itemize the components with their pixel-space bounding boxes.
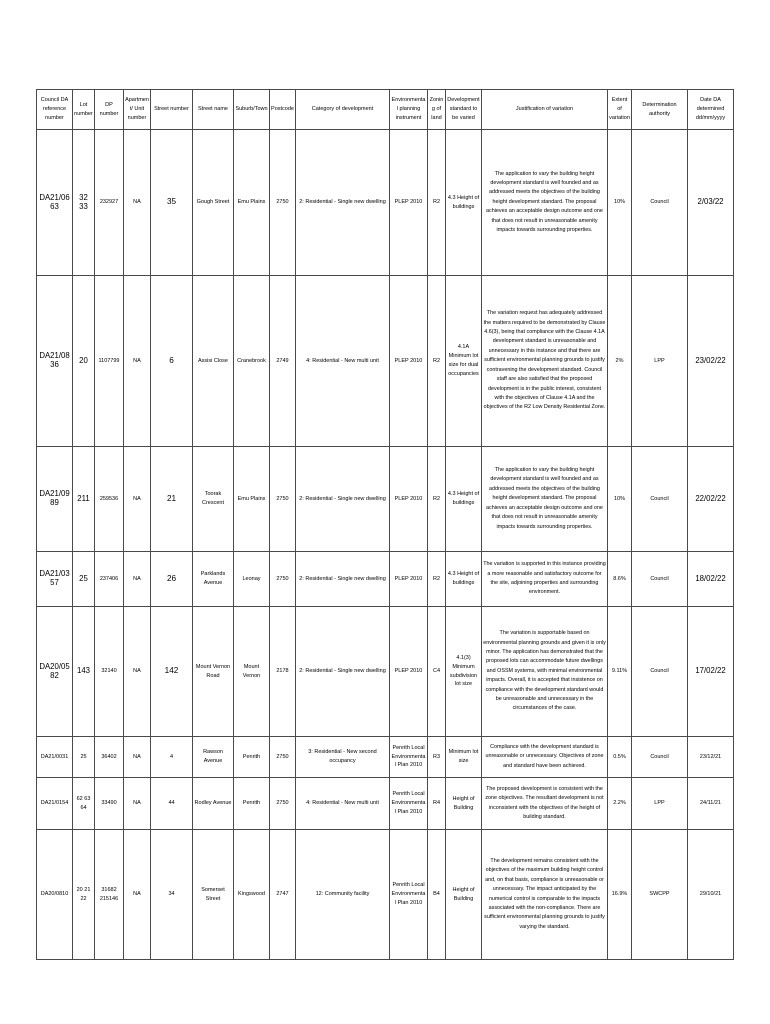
development-standard-cell: 4.3 Height of buildings <box>446 552 482 607</box>
da-reference-cell: DA21/0836 <box>37 276 73 447</box>
unit-cell: NA <box>124 552 151 607</box>
street-name-cell: Rodley Avenue <box>193 778 234 830</box>
street-name-cell: Gough Street <box>193 130 234 276</box>
lot-cell: 143 <box>73 607 95 737</box>
zoning-cell: R2 <box>428 130 446 276</box>
authority-cell: Council <box>632 130 688 276</box>
street-number-cell: 44 <box>151 778 193 830</box>
suburb-cell: Emu Plains <box>234 130 270 276</box>
planning-instrument-cell: PLEP 2010 <box>390 130 428 276</box>
extent-cell: 2% <box>608 276 632 447</box>
planning-instrument-cell: Penrith Local Environmental Plan 2010 <box>390 778 428 830</box>
unit-cell: NA <box>124 737 151 778</box>
planning-instrument-cell: Penrith Local Environmental Plan 2010 <box>390 737 428 778</box>
header-zoning: Zoning of land <box>428 90 446 130</box>
table-row <box>37 447 734 552</box>
suburb-cell: Cranebrook <box>234 276 270 447</box>
da-reference-cell: DA21/0357 <box>37 552 73 607</box>
postcode-cell: 2749 <box>270 276 296 447</box>
header-authority: Determination authority <box>632 90 688 130</box>
dp-cell: 31682 215146 <box>95 830 124 960</box>
header-extent: Extent of variation <box>608 90 632 130</box>
authority-cell: Council <box>632 607 688 737</box>
street-name-cell: Rawson Avenue <box>193 737 234 778</box>
da-reference-cell: DA20/0582 <box>37 607 73 737</box>
planning-instrument-cell: PLEP 2010 <box>390 447 428 552</box>
suburb-cell: Mount Vernon <box>234 607 270 737</box>
category-cell: 4: Residential - New multi unit <box>296 276 390 447</box>
development-standard-cell: 4.1A Minimum lot size for dual occupancies <box>446 276 482 447</box>
zoning-cell: R2 <box>428 276 446 447</box>
header-lot-number: Lot number <box>73 90 95 130</box>
dp-cell: 1107799 <box>95 276 124 447</box>
suburb-cell: Leonay <box>234 552 270 607</box>
da-reference-cell: DA21/0989 <box>37 447 73 552</box>
street-number-cell: 21 <box>151 447 193 552</box>
street-name-cell: Parklands Avenue <box>193 552 234 607</box>
development-standard-cell: 4.1(3) Minimum subdivision lot size <box>446 607 482 737</box>
extent-cell: 2.2% <box>608 778 632 830</box>
suburb-cell: Emu Plains <box>234 447 270 552</box>
date-cell: 2/03/22 <box>688 130 734 276</box>
justification-cell: The application to vary the building height development standard is well founded and as addressed meets the objectives of the building height development standard. The proposal achieves an acceptable design outcome and one that does not result in unreasonable amenity impacts towards surrounding properties. <box>482 130 608 276</box>
date-cell: 22/02/22 <box>688 447 734 552</box>
planning-instrument-cell: PLEP 2010 <box>390 276 428 447</box>
extent-cell: 8.6% <box>608 552 632 607</box>
header-street-number: Street number <box>151 90 193 130</box>
planning-instrument-cell: PLEP 2010 <box>390 607 428 737</box>
header-date-determined: Date DA determined dd/mm/yyyy <box>688 90 734 130</box>
development-standard-cell: 4.3 Height of buildings <box>446 130 482 276</box>
extent-cell: 10% <box>608 447 632 552</box>
da-reference-cell: DA21/0154 <box>37 778 73 830</box>
street-number-cell: 35 <box>151 130 193 276</box>
category-cell: 2: Residential - Single new dwelling <box>296 130 390 276</box>
authority-cell: Council <box>632 737 688 778</box>
da-variations-table <box>36 89 734 960</box>
da-reference-cell: DA21/0031 <box>37 737 73 778</box>
street-number-cell: 6 <box>151 276 193 447</box>
table-row <box>37 778 734 830</box>
header-category: Category of development <box>296 90 390 130</box>
justification-cell: Compliance with the development standard is unreasonable or unnecessary. Objectives of zone and standard have been achieved. <box>482 737 608 778</box>
dp-cell: 237406 <box>95 552 124 607</box>
dp-cell: 33490 <box>95 778 124 830</box>
suburb-cell: Penrith <box>234 778 270 830</box>
header-planning-instrument: Environmental planning instrument <box>390 90 428 130</box>
date-cell: 23/12/21 <box>688 737 734 778</box>
table-row <box>37 130 734 276</box>
date-cell: 29/10/21 <box>688 830 734 960</box>
street-number-cell: 26 <box>151 552 193 607</box>
justification-cell: The variation request has adequately addressed the matters required to be demonstrated by Clause 4.6(3), being that compliance with the Clause 4.1A development standard is unreasonable and unnecessary in this instance and that there are sufficient environmental planning grounds to justify contravening the development standard. Council staff are also satisfied that the proposed development is in the public interest, consistent with the objectives of Clause 4.1A and the objectives of the R2 Low Density Residential Zone. <box>482 276 608 447</box>
justification-cell: The variation is supportable based on environmental planning grounds and given it is only minor. The application has demonstrated that the proposed lots can accommodate future dwellings and OSSM systems, with minimal environmental impacts. Overall, it is accepted that insistence on compliance with the development standard would be unreasonable and unnecessary in the circumstances of the case. <box>482 607 608 737</box>
postcode-cell: 2750 <box>270 552 296 607</box>
development-standard-cell: 4.3 Height of buildings <box>446 447 482 552</box>
street-number-cell: 4 <box>151 737 193 778</box>
category-cell: 4: Residential - New multi unit <box>296 778 390 830</box>
date-cell: 18/02/22 <box>688 552 734 607</box>
extent-cell: 0.5% <box>608 737 632 778</box>
justification-cell: The development remains consistent with the objectives of the maximum building height control and, on that basis, compliance is unreasonable or unnecessary. The impact anticipated by the numerical control is comparable to the impacts associated with the non-compliance. There are sufficient environmental planning grounds to justify varying the standard. <box>482 830 608 960</box>
zoning-cell: R3 <box>428 737 446 778</box>
dp-cell: 36402 <box>95 737 124 778</box>
postcode-cell: 2750 <box>270 130 296 276</box>
postcode-cell: 2178 <box>270 607 296 737</box>
justification-cell: The proposed development is consistent with the zone objectives. The resultant development is not inconsistent with the objectives of the height of building standard. <box>482 778 608 830</box>
table-row <box>37 830 734 960</box>
unit-cell: NA <box>124 830 151 960</box>
postcode-cell: 2750 <box>270 447 296 552</box>
category-cell: 12: Community facility <box>296 830 390 960</box>
street-number-cell: 34 <box>151 830 193 960</box>
table-row <box>37 737 734 778</box>
header-postcode: Postcode <box>270 90 296 130</box>
header-da-reference: Council DA reference number <box>37 90 73 130</box>
date-cell: 17/02/22 <box>688 607 734 737</box>
lot-cell: 20 <box>73 276 95 447</box>
zoning-cell: C4 <box>428 607 446 737</box>
lot-cell: 25 <box>73 552 95 607</box>
development-standard-cell: Height of Building <box>446 778 482 830</box>
table-row <box>37 607 734 737</box>
postcode-cell: 2750 <box>270 778 296 830</box>
lot-cell: 32 33 <box>73 130 95 276</box>
extent-cell: 10% <box>608 130 632 276</box>
justification-cell: The variation is supported in this instance providing a more reasonable and satisfactory outcome for the site, adjoining properties and surrounding environment. <box>482 552 608 607</box>
postcode-cell: 2750 <box>270 737 296 778</box>
street-name-cell: Assisi Close <box>193 276 234 447</box>
authority-cell: LPP <box>632 778 688 830</box>
header-justification: Justification of variation <box>482 90 608 130</box>
street-name-cell: Toorak Crescent <box>193 447 234 552</box>
street-name-cell: Mount Vernon Road <box>193 607 234 737</box>
unit-cell: NA <box>124 130 151 276</box>
planning-instrument-cell: Penrith Local Environmental Plan 2010 <box>390 830 428 960</box>
category-cell: 2: Residential - Single new dwelling <box>296 552 390 607</box>
unit-cell: NA <box>124 607 151 737</box>
zoning-cell: R2 <box>428 552 446 607</box>
development-standard-cell: Height of Building <box>446 830 482 960</box>
authority-cell: LPP <box>632 276 688 447</box>
zoning-cell: R4 <box>428 778 446 830</box>
header-suburb: Suburb/Town <box>234 90 270 130</box>
category-cell: 2: Residential - Single new dwelling <box>296 447 390 552</box>
table-row <box>37 276 734 447</box>
lot-cell: 25 <box>73 737 95 778</box>
table-row <box>37 552 734 607</box>
postcode-cell: 2747 <box>270 830 296 960</box>
authority-cell: Council <box>632 552 688 607</box>
unit-cell: NA <box>124 276 151 447</box>
lot-cell: 20 21 22 <box>73 830 95 960</box>
authority-cell: SWCPP <box>632 830 688 960</box>
dp-cell: 232927 <box>95 130 124 276</box>
suburb-cell: Penrith <box>234 737 270 778</box>
development-standard-cell: Minimum lot size <box>446 737 482 778</box>
street-number-cell: 142 <box>151 607 193 737</box>
zoning-cell: R2 <box>428 447 446 552</box>
category-cell: 3: Residential - New second occupancy <box>296 737 390 778</box>
da-reference-cell: DA20/0810 <box>37 830 73 960</box>
table-body <box>37 130 734 960</box>
planning-instrument-cell: PLEP 2010 <box>390 552 428 607</box>
authority-cell: Council <box>632 447 688 552</box>
category-cell: 2: Residential - Single new dwelling <box>296 607 390 737</box>
unit-cell: NA <box>124 778 151 830</box>
lot-cell: 62 63 64 <box>73 778 95 830</box>
date-cell: 23/02/22 <box>688 276 734 447</box>
header-street-name: Street name <box>193 90 234 130</box>
da-reference-cell: DA21/0663 <box>37 130 73 276</box>
extent-cell: 16.9% <box>608 830 632 960</box>
lot-cell: 211 <box>73 447 95 552</box>
table-header <box>37 90 734 130</box>
extent-cell: 9.11% <box>608 607 632 737</box>
street-name-cell: Somerset Street <box>193 830 234 960</box>
dp-cell: 259536 <box>95 447 124 552</box>
suburb-cell: Kingswood <box>234 830 270 960</box>
dp-cell: 32140 <box>95 607 124 737</box>
zoning-cell: B4 <box>428 830 446 960</box>
unit-cell: NA <box>124 447 151 552</box>
header-row <box>37 90 734 130</box>
header-dp-number: DP number <box>95 90 124 130</box>
header-development-standard: Development standard to be varied <box>446 90 482 130</box>
date-cell: 24/11/21 <box>688 778 734 830</box>
header-unit-number: Apartment/ Unit number <box>124 90 151 130</box>
justification-cell: The application to vary the building height development standard is well founded and as addressed meets the objectives of the building height development standard. The proposal achieves an acceptable design outcome and one that does not result in unreasonable amenity impacts towards surrounding properties. <box>482 447 608 552</box>
